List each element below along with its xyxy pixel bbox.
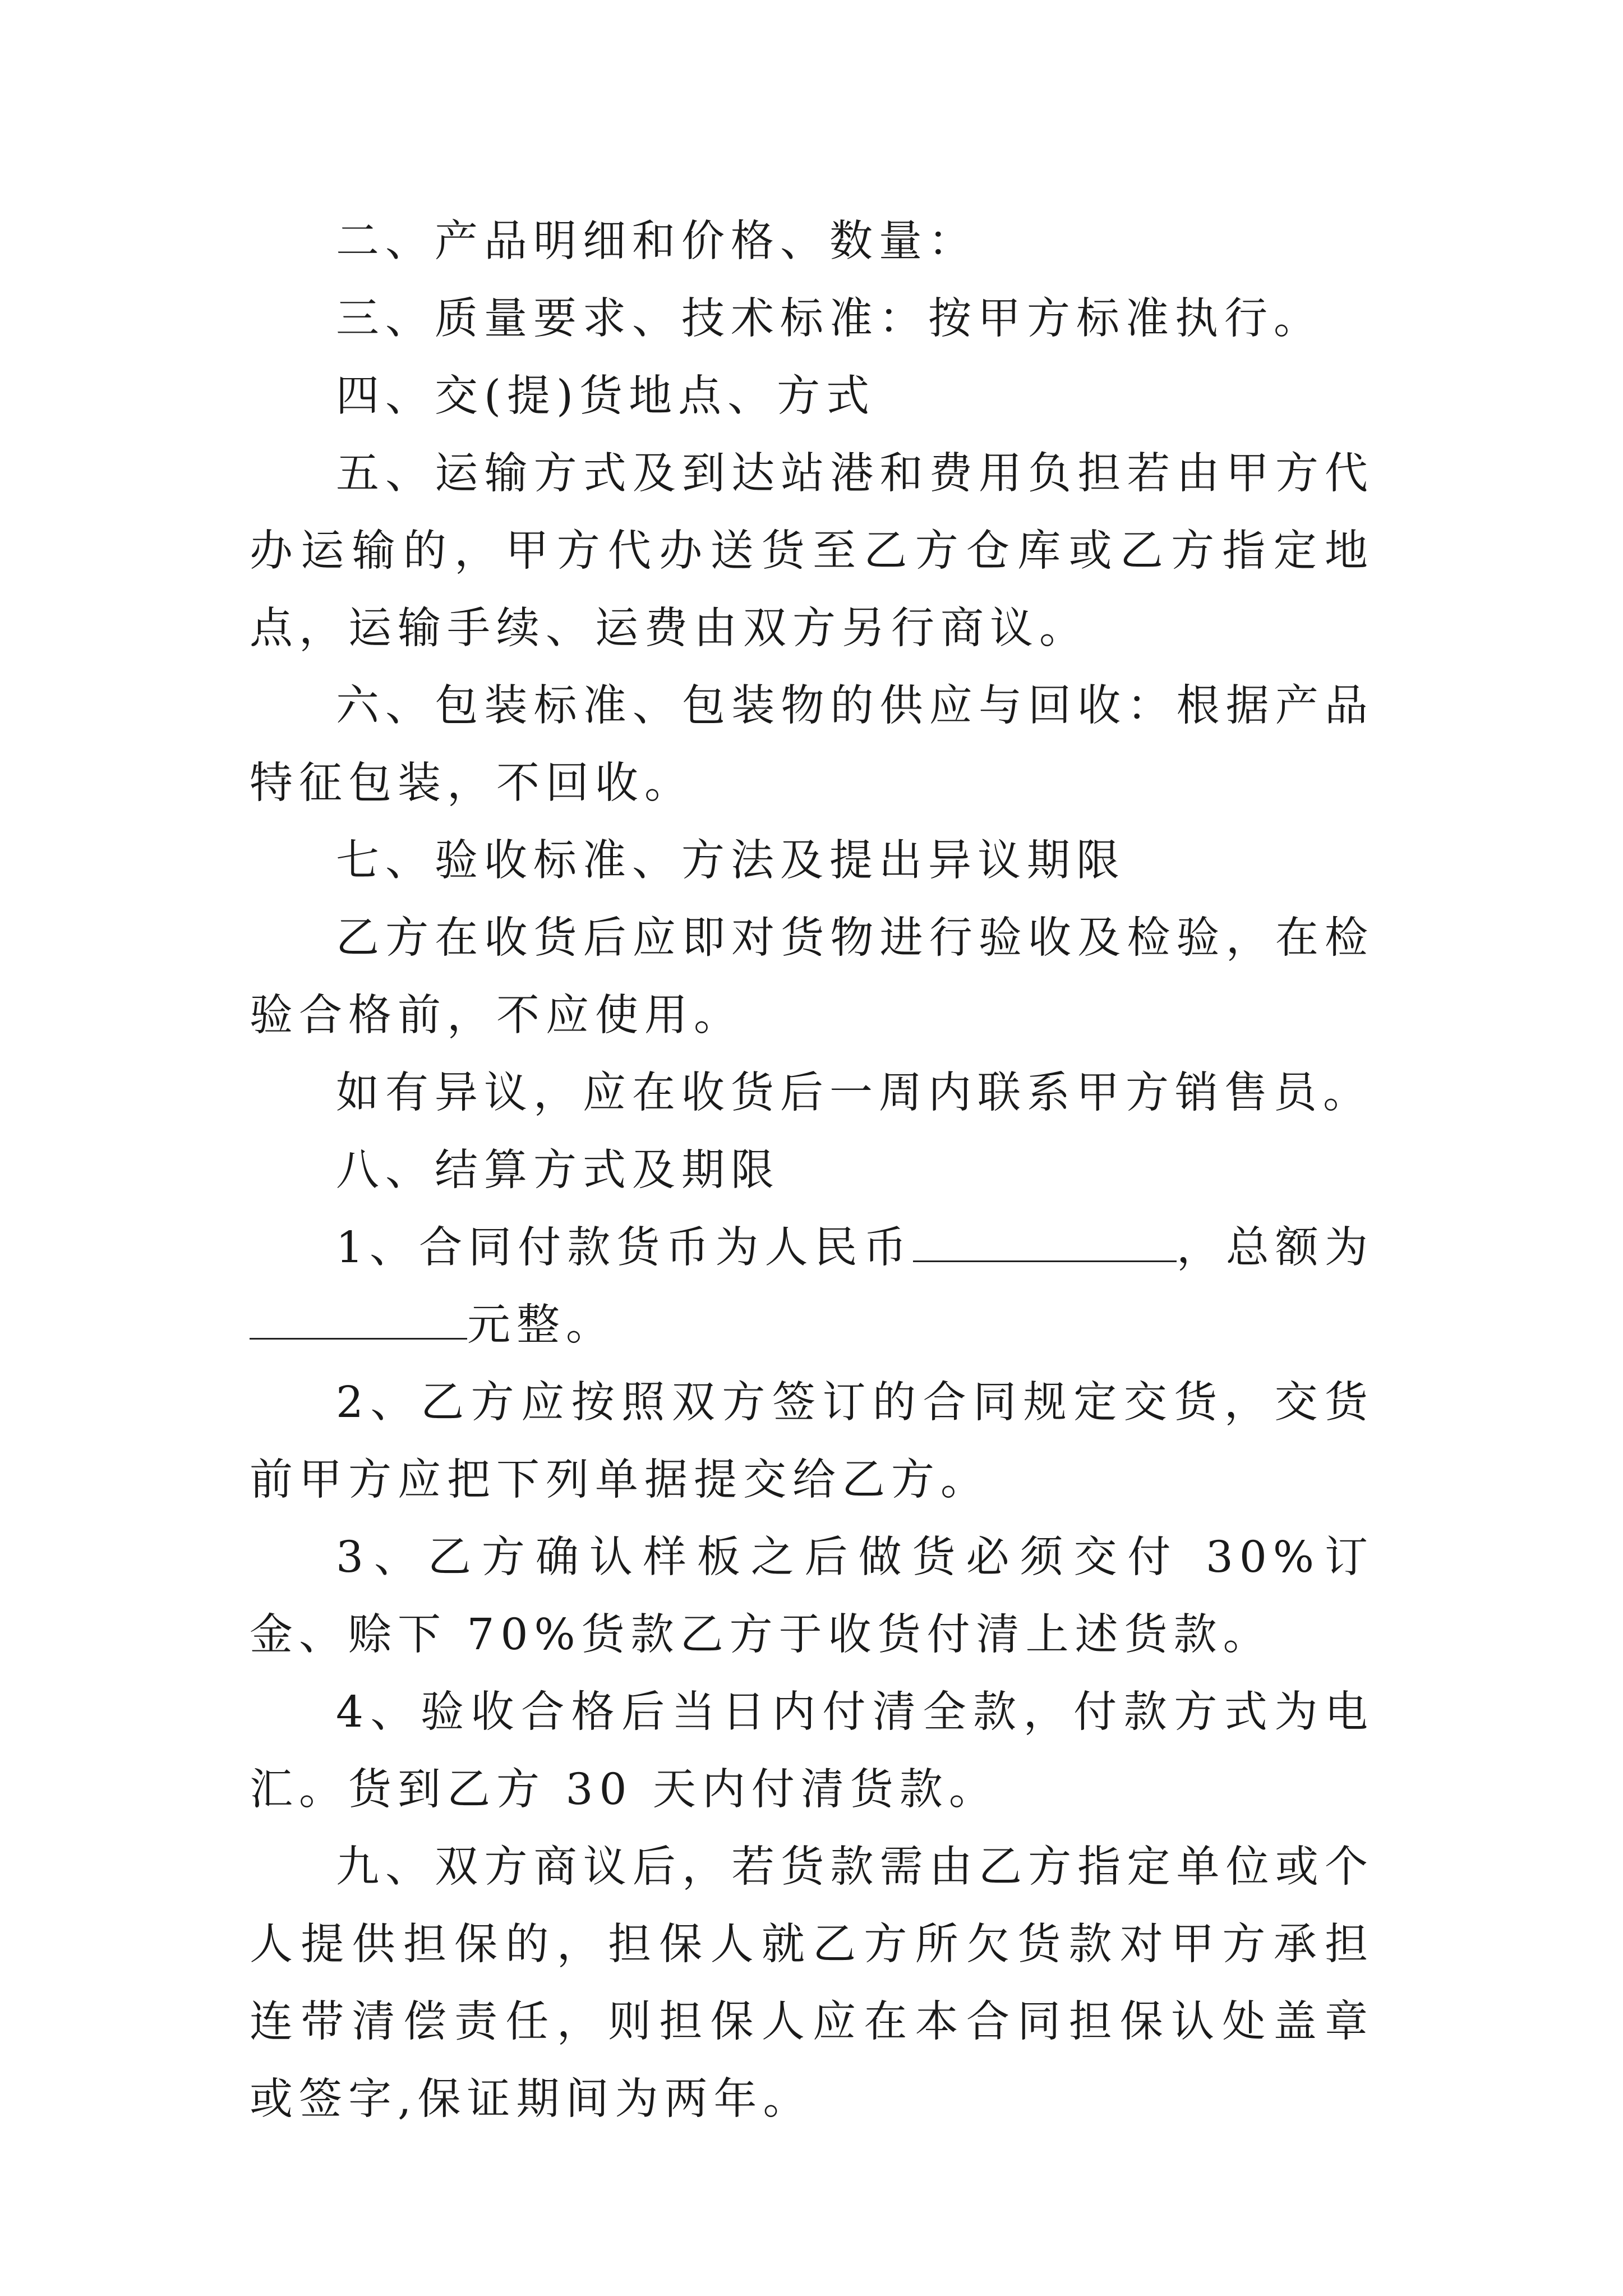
clause-4-delivery: 四、交(提)货地点、方式	[336, 371, 876, 421]
currency-blank-line	[913, 1227, 1177, 1262]
payment-item-1	[250, 1209, 1374, 1364]
payment-item-3: 3、乙方确认样板之后做货必须交付 30%订金、赊下 70%货款乙方于收货付清上述货款。	[250, 1533, 1374, 1660]
payment-item-4: 4、验收合格后当日内付清全款，付款方式为电汇。货到乙方 30 天内付清货款。	[250, 1687, 1374, 1815]
payment-item-2: 2、乙方应按照双方签订的合同规定交货，交货前甲方应把下列单据提交给乙方。	[250, 1378, 1374, 1505]
clause-9-guarantee: 九、双方商议后，若货款需由乙方指定单位或个人提供担保的，担保人就乙方所欠货款对甲方承担连带清偿责任，则担保人应在本合同担保认处盖章或签字,保证期间为两年。	[250, 1842, 1374, 2124]
clause-2-product-details: 二、产品明细和价格、数量：	[336, 217, 978, 266]
payment-item-1-suffix: 元整。	[467, 1300, 615, 1350]
clause-6-packaging: 六、包装标准、包装物的供应与回收：根据产品特征包装，不回收。	[250, 681, 1374, 808]
clause-8-settlement: 八、结算方式及期限	[336, 1145, 780, 1195]
acceptance-inspection-text: 乙方在收货后应即对货物进行验收及检验，在检验合格前，不应使用。	[250, 913, 1374, 1041]
objection-text: 如有异议，应在收货后一周内联系甲方销售员。	[336, 1068, 1372, 1118]
clause-3-quality: 三、质量要求、技术标准：按甲方标准执行。	[336, 294, 1323, 344]
payment-item-1-prefix: 1、合同付款货币为人民币	[336, 1223, 913, 1273]
amount-blank-line	[250, 1304, 467, 1340]
payment-item-1-middle: ，总额为	[1176, 1223, 1374, 1273]
clause-5-transport: 五、运输方式及到达站港和费用负担若由甲方代办运输的，甲方代办送货至乙方仓库或乙方指定地点，运输手续、运费由双方另行商议。	[250, 449, 1374, 654]
document-page	[250, 203, 1374, 2138]
clause-7-acceptance: 七、验收标准、方法及提出异议期限	[336, 836, 1126, 886]
